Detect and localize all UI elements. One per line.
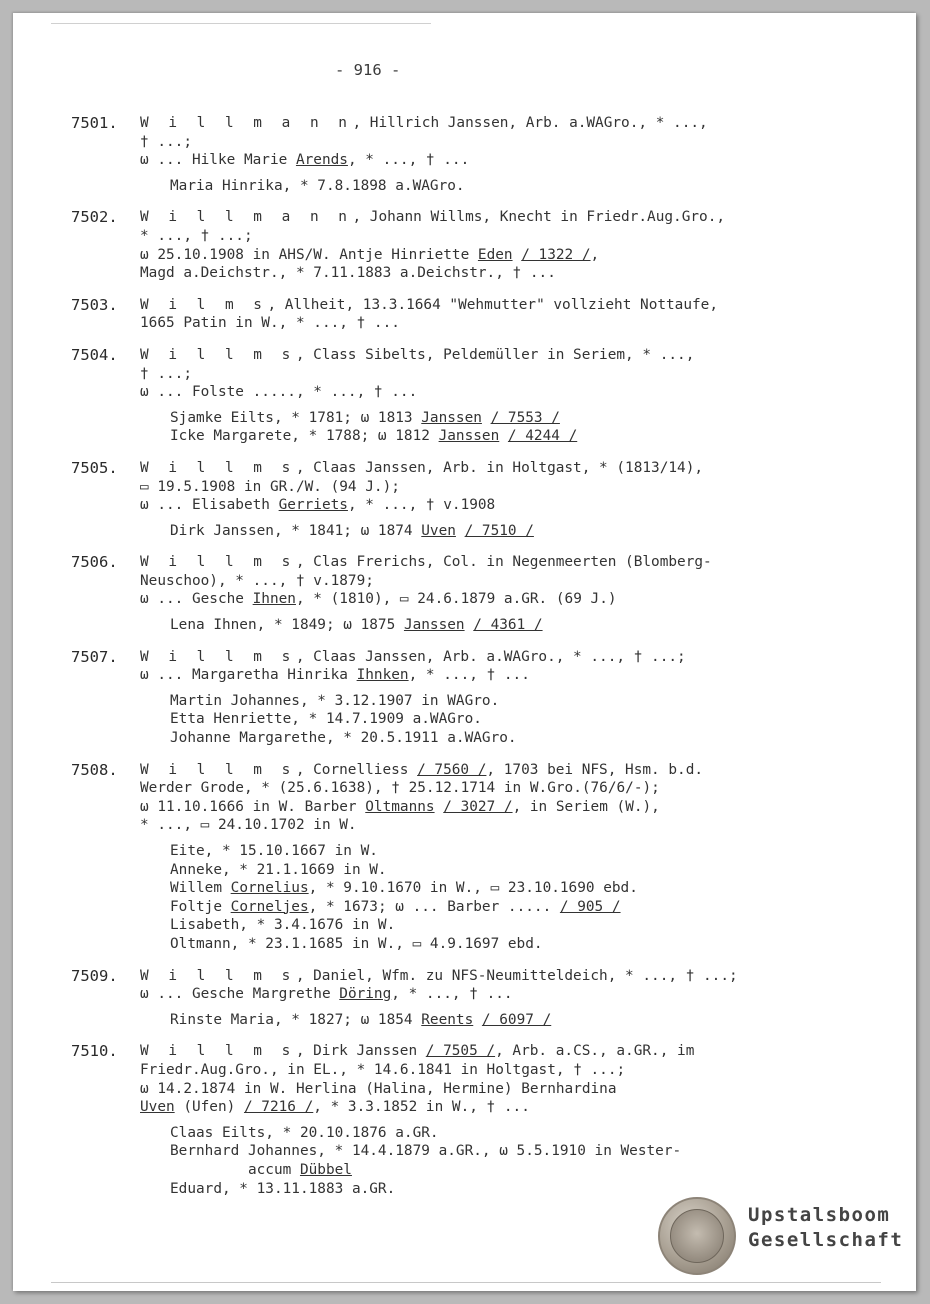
- entry-line: ω 14.2.1874 in W. Herlina (Halina, Hermine) Bernhardina: [140, 1080, 617, 1097]
- child-line: Eduard, * 13.11.1883 a.GR.: [170, 1180, 396, 1197]
- entry-line: 1665 Patin in W., * ..., † ...: [140, 315, 400, 332]
- underlined-name: / 1322 /: [521, 246, 591, 263]
- child-line: Maria Hinrika, * 7.8.1898 a.WAGro.: [170, 177, 465, 194]
- entry-number: 7507.: [71, 647, 118, 666]
- entry: [71, 459, 901, 540]
- underlined-name: Uven: [421, 522, 456, 539]
- surname: W i l l m s: [140, 967, 296, 984]
- underlined-name: / 7553 /: [490, 409, 560, 426]
- entry-line: W i l l m s, Daniel, Wfm. zu NFS-Neumitteldeich, * ..., † ...;: [140, 967, 738, 984]
- underlined-name: / 3027 /: [443, 798, 513, 815]
- child-line: Oltmann, * 23.1.1685 in W., ▭ 4.9.1697 ebd.: [170, 935, 543, 952]
- entry: [71, 967, 901, 1030]
- entry-line: ω ... Gesche Margrethe Döring, * ..., † ...: [140, 986, 513, 1003]
- child-line: Willem Cornelius, * 9.10.1670 in W., ▭ 23.10.1690 ebd.: [170, 880, 638, 897]
- entry-line: W i l l m a n n, Hillrich Janssen, Arb. a.WAGro., * ...,: [140, 115, 708, 131]
- underlined-name: / 4244 /: [507, 428, 578, 445]
- entry: [71, 761, 901, 954]
- entry-line: Neuschoo), * ..., † v.1879;: [140, 572, 374, 589]
- child-line: Foltje Corneljes, * 1673; ω ... Barber ..... / 905 /: [170, 898, 621, 915]
- entry-number: 7506.: [71, 553, 118, 572]
- entry-line: Uven (Ufen) / 7216 /, * 3.3.1852 in W., † ...: [140, 1099, 530, 1116]
- entry-line: * ..., ▭ 24.10.1702 in W.: [140, 817, 357, 834]
- entry: [71, 296, 901, 333]
- underlined-name: Ihnken: [356, 667, 409, 684]
- document-page: [13, 13, 916, 1291]
- child-line: Anneke, * 21.1.1669 in W.: [170, 861, 387, 878]
- bottom-rule: [51, 1282, 881, 1283]
- entry-line: ω 25.10.1908 in AHS/W. Antje Hinriette Eden / 1322 /,: [140, 246, 600, 263]
- child-line: Eite, * 15.10.1667 in W.: [170, 843, 378, 859]
- underlined-name: / 7216 /: [243, 1099, 314, 1116]
- child-line: Lena Ihnen, * 1849; ω 1875 Janssen / 4361 /: [170, 617, 543, 634]
- surname: W i l l m s: [140, 1043, 296, 1060]
- entry-line: W i l l m a n n, Johann Willms, Knecht in Friedr.Aug.Gro.,: [140, 209, 726, 226]
- child-line: Etta Henriette, * 14.7.1909 a.WAGro.: [170, 711, 482, 728]
- spacer: [140, 402, 901, 409]
- underlined-name: Janssen: [421, 409, 482, 426]
- entry-line: † ...;: [140, 133, 192, 150]
- entry-line: † ...;: [140, 365, 192, 382]
- entry: [71, 208, 901, 282]
- entry-line: ω ... Folste ....., * ..., † ...: [140, 384, 418, 401]
- child-line: Dirk Janssen, * 1841; ω 1874 Uven / 7510 /: [170, 522, 534, 539]
- underlined-name: Reents: [421, 1011, 474, 1028]
- underlined-name: / 905 /: [559, 898, 621, 915]
- entry-number: 7501.: [71, 114, 118, 132]
- surname: W i l l m s: [140, 459, 296, 476]
- underlined-name: / 7560 /: [417, 761, 487, 778]
- child-line: Bernhard Johannes, * 14.4.1879 a.GR., ω 5.5.1910 in Wester-: [170, 1143, 682, 1160]
- underlined-name: / 6097 /: [481, 1011, 552, 1028]
- underlined-name: Döring: [339, 986, 392, 1003]
- entry-line: ω ... Margaretha Hinrika Ihnken, * ..., † ...: [140, 667, 530, 684]
- surname: W i l l m s: [140, 554, 296, 571]
- entry: [71, 1042, 901, 1198]
- entry: [71, 553, 901, 634]
- child-line: Martin Johannes, * 3.12.1907 in WAGro.: [170, 692, 500, 709]
- entry-line: Werder Grode, * (25.6.1638), † 25.12.1714 in W.Gro.(76/6/-);: [140, 780, 660, 797]
- surname: W i l l m s: [140, 648, 296, 665]
- top-rule: [51, 23, 431, 24]
- entry-number: 7505.: [71, 458, 118, 477]
- underlined-name: Eden: [477, 246, 513, 263]
- underlined-name: / 7505 /: [425, 1043, 496, 1060]
- entry-line: Magd a.Deichstr., * 7.11.1883 a.Deichstr., † ...: [140, 265, 556, 282]
- entry-line: W i l l m s, Claas Janssen, Arb. a.WAGro., * ..., † ...;: [140, 648, 686, 665]
- surname: W i l l m a n n: [140, 115, 353, 131]
- child-line: Icke Margarete, * 1788; ω 1812 Janssen / 4244 /: [170, 428, 578, 445]
- spacer: [140, 170, 901, 177]
- child-line: Rinste Maria, * 1827; ω 1854 Reents / 6097 /: [170, 1011, 552, 1028]
- underlined-name: Ihnen: [252, 591, 296, 608]
- spacer: [140, 1004, 901, 1011]
- entry-number: 7502.: [71, 208, 118, 227]
- entry-line: * ..., † ...;: [140, 227, 253, 244]
- spacer: [140, 609, 901, 616]
- underlined-name: Gerriets: [278, 497, 348, 514]
- entry: [71, 648, 901, 748]
- child-line: Claas Eilts, * 20.10.1876 a.GR.: [170, 1124, 439, 1141]
- underlined-name: / 4361 /: [473, 617, 543, 634]
- entry-number: 7509.: [71, 966, 118, 985]
- underlined-name: Janssen: [403, 617, 465, 634]
- seal-icon: [658, 1197, 736, 1275]
- entry-line: Friedr.Aug.Gro., in EL., * 14.6.1841 in Holtgast, † ...;: [140, 1061, 626, 1078]
- logo-text: [748, 1203, 903, 1253]
- logo-line-1: Upstalsboom: [748, 1204, 891, 1226]
- entry: [71, 346, 901, 446]
- entry-number: 7503.: [71, 295, 118, 314]
- entry-line: ▭ 19.5.1908 in GR./W. (94 J.);: [140, 478, 400, 495]
- underlined-name: Dübbel: [299, 1161, 352, 1178]
- entry-line: W i l l m s, Clas Frerichs, Col. in Negenmeerten (Blomberg-: [140, 554, 712, 571]
- entry-line: ω 11.10.1666 in W. Barber Oltmanns / 3027 /, in Seriem (W.),: [140, 798, 660, 815]
- spacer: [140, 835, 901, 842]
- spacer: [140, 685, 901, 692]
- spacer: [140, 515, 901, 522]
- underlined-name: Arends: [295, 152, 348, 169]
- underlined-name: / 7510 /: [464, 522, 534, 539]
- spacer: [140, 1117, 901, 1124]
- entry: [71, 114, 901, 195]
- entry-line: W i l m s, Allheit, 13.3.1664 "Wehmutter" vollzieht Nottaufe,: [140, 296, 719, 313]
- surname: W i l l m a n n: [140, 209, 353, 226]
- register-entries: [71, 114, 901, 1211]
- child-line: accum Dübbel: [170, 1161, 352, 1178]
- surname: W i l l m s: [140, 761, 296, 778]
- child-line: Lisabeth, * 3.4.1676 in W.: [170, 917, 396, 934]
- underlined-name: Corneljes: [230, 898, 309, 915]
- entry-line: W i l l m s, Dirk Janssen / 7505 /, Arb. a.CS., a.GR., im: [140, 1043, 695, 1060]
- publisher-logo: [658, 1197, 908, 1275]
- child-line: Sjamke Eilts, * 1781; ω 1813 Janssen / 7553 /: [170, 409, 560, 426]
- underlined-name: Oltmanns: [365, 798, 435, 815]
- entry-line: W i l l m s, Cornelliess / 7560 /, 1703 bei NFS, Hsm. b.d.: [140, 761, 704, 778]
- underlined-name: Cornelius: [230, 880, 309, 897]
- child-line: Johanne Margarethe, * 20.5.1911 a.WAGro.: [170, 730, 517, 747]
- entry-line: ω ... Elisabeth Gerriets, * ..., † v.1908: [140, 497, 496, 514]
- entry-line: ω ... Gesche Ihnen, * (1810), ▭ 24.6.1879 a.GR. (69 J.): [140, 591, 617, 608]
- seal-emblem: [670, 1209, 724, 1263]
- entry-number: 7504.: [71, 345, 118, 364]
- underlined-name: Janssen: [438, 428, 500, 445]
- entry-line: W i l l m s, Class Sibelts, Peldemüller in Seriem, * ...,: [140, 346, 695, 363]
- entry-line: ω ... Hilke Marie Arends, * ..., † ...: [140, 152, 470, 169]
- page-number: - 916 -: [335, 61, 401, 79]
- surname: W i l l m s: [140, 346, 296, 363]
- entry-number: 7508.: [71, 760, 118, 779]
- entry-line: W i l l m s, Claas Janssen, Arb. in Holtgast, * (1813/14),: [140, 459, 704, 476]
- entry-number: 7510.: [71, 1042, 118, 1061]
- surname: W i l m s: [140, 296, 268, 313]
- logo-line-2: Gesellschaft: [748, 1229, 904, 1251]
- underlined-name: Uven: [140, 1099, 175, 1116]
